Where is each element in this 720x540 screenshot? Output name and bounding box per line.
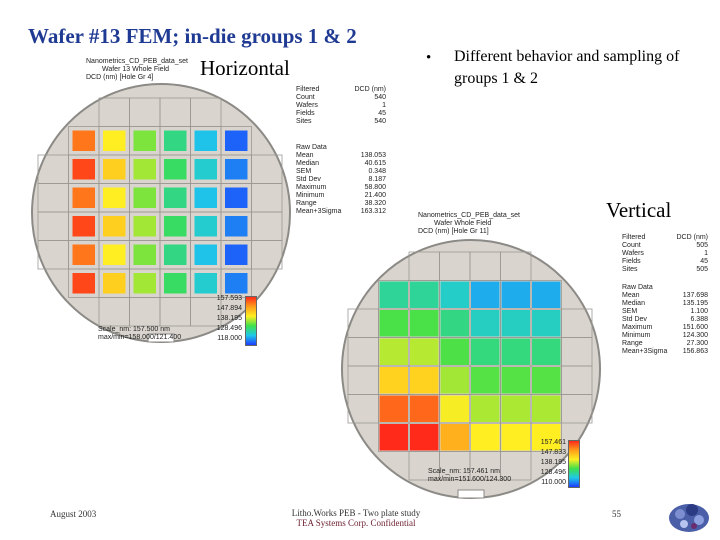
left-scale-footer-1: Scale_nm: 157.500 nm [98, 326, 170, 333]
left-stat-label: Wafers [296, 102, 318, 109]
wafer-site [380, 310, 409, 337]
right-stat2-value: 6.388 [690, 316, 708, 323]
scale-tick-label: 128.496 [216, 325, 242, 332]
right-stat2-value: 27.300 [686, 340, 708, 347]
wafer-site [225, 159, 248, 180]
right-header-line-3: DCD (nm) [Hole Gr 11] [418, 228, 489, 235]
right-stat2-row [622, 316, 708, 324]
bullet-marker: • [426, 50, 432, 66]
right-stat2-value: 1.100 [690, 308, 708, 315]
wafer-site [73, 273, 96, 294]
left-stat2-row [296, 208, 386, 216]
wafer-site [164, 216, 187, 237]
left-stats-head-unit: DCD (nm) [354, 86, 386, 93]
scale-tick-label: 118.000 [217, 335, 242, 342]
right-scale-footer-2: max/min=151.600/124.300 [428, 476, 512, 483]
left-stat-value: 1 [382, 102, 386, 109]
left-wafer-header [86, 58, 188, 82]
right-stat-label: Wafers [622, 250, 644, 257]
wafer-site [225, 131, 248, 152]
wafer-site [164, 188, 187, 209]
wafer-site [532, 396, 561, 423]
left-stat2-label: Mean+3Sigma [296, 208, 342, 215]
right-stats-head-unit: DCD (nm) [676, 234, 708, 241]
left-scale-footer [98, 326, 181, 342]
left-stat2-value: 0.348 [368, 168, 386, 175]
wafer-site [380, 396, 409, 423]
wafer-site [134, 216, 157, 237]
wafer-site [164, 159, 187, 180]
wafer-site [73, 159, 96, 180]
right-scale-footer-1: Scale_nm: 157.461 nm [428, 468, 500, 475]
right-stat-row [622, 242, 708, 250]
right-stat2-row [622, 340, 708, 348]
crystal-logo-icon [666, 496, 712, 536]
right-stat-row [622, 250, 708, 258]
wafer-site [410, 396, 439, 423]
wafer-site [410, 282, 439, 309]
right-stat-value: 505 [696, 266, 708, 273]
left-stat2-label: Range [296, 200, 317, 207]
left-wafer-grid [38, 98, 282, 326]
wafer-site [225, 245, 248, 266]
scale-tick-label: 138.195 [540, 459, 566, 466]
left-scale-footer-2: max/min=158.000/121.400 [98, 334, 182, 341]
scale-tick-label: 128.496 [540, 469, 566, 476]
right-stat2-row [622, 308, 708, 316]
wafer-site [103, 188, 126, 209]
wafer-site [502, 282, 531, 309]
wafer-site [164, 245, 187, 266]
left-stat-row [296, 94, 386, 102]
wafer-site [502, 367, 531, 394]
right-stats-head [622, 234, 708, 242]
left-color-scale [245, 296, 257, 346]
left-stat2-row [296, 200, 386, 208]
right-stat2-value: 124.300 [682, 332, 708, 339]
footer-date: August 2003 [50, 509, 97, 519]
right-stat-value: 1 [704, 250, 708, 257]
left-stat-label: Count [296, 94, 315, 101]
left-stat2-value: 40.615 [364, 160, 386, 167]
right-header-line-2: Wafer Whole Field [434, 220, 492, 227]
wafer-site [532, 282, 561, 309]
wafer-site [380, 367, 409, 394]
right-stat-label: Count [622, 242, 641, 249]
wafer-site [471, 367, 500, 394]
right-stat-value: 45 [700, 258, 708, 265]
wafer-site [103, 273, 126, 294]
left-stat2-row [296, 168, 386, 176]
wafer-site [380, 282, 409, 309]
right-stat2-row [622, 300, 708, 308]
left-stat-row [296, 102, 386, 110]
footer-center-line-2: TEA Systems Corp. Confidential [296, 518, 416, 528]
wafer-site [225, 273, 248, 294]
wafer-site [410, 424, 439, 451]
left-stat-row [296, 110, 386, 118]
right-stat2-row [622, 292, 708, 300]
wafer-site [195, 188, 218, 209]
right-header-line-1: Nanometrics_CD_PEB_data_set [418, 212, 520, 219]
right-stats2-head: Raw Data [622, 284, 653, 291]
wafer-site [103, 131, 126, 152]
wafer-site [441, 282, 470, 309]
right-color-scale [568, 440, 580, 488]
scale-tick-label: 138.195 [216, 315, 242, 322]
wafer-site [532, 339, 561, 366]
left-stat-label: Sites [296, 118, 312, 125]
footer-center [276, 508, 436, 528]
left-stat2-label: Mean [296, 152, 314, 159]
left-header-line-3: DCD (nm) [Hole Gr 4] [86, 74, 154, 81]
right-stat2-value: 151.600 [682, 324, 708, 331]
footer-center-line-1: Litho.Works PEB - Two plate study [291, 508, 421, 518]
right-stat-row [622, 258, 708, 266]
wafer-site [532, 367, 561, 394]
wafer-site [164, 131, 187, 152]
wafer-site [502, 396, 531, 423]
left-stat2-label: Maximum [296, 184, 327, 191]
left-stat-value: 540 [374, 118, 386, 125]
wafer-site [73, 188, 96, 209]
left-stat2-value: 163.312 [360, 208, 386, 215]
wafer-site [471, 339, 500, 366]
wafer-site [73, 216, 96, 237]
wafer-site [441, 396, 470, 423]
wafer-site [134, 188, 157, 209]
left-stats-head-label: Filtered [296, 86, 320, 93]
right-stat2-value: 135.195 [682, 300, 708, 307]
wafer-site [164, 273, 187, 294]
left-stat2-row [296, 184, 386, 192]
left-stat2-row [296, 176, 386, 184]
right-stat2-label: Minimum [622, 332, 651, 339]
wafer-site [441, 339, 470, 366]
right-stat2-label: Maximum [622, 324, 653, 331]
vertical-label: Vertical [606, 198, 672, 222]
right-stats-panel [622, 234, 708, 356]
wafer-site [380, 424, 409, 451]
wafer-site [502, 424, 531, 451]
left-stat-value: 540 [374, 94, 386, 101]
wafer-site [225, 216, 248, 237]
left-header-line-2: Wafer 13 Whole Field [102, 66, 170, 73]
wafer-site [410, 339, 439, 366]
left-stat-value: 45 [378, 110, 386, 117]
right-stat2-label: SEM [622, 308, 638, 315]
right-stat2-label: Median [622, 300, 645, 307]
horizontal-label: Horizontal [200, 56, 290, 80]
wafer-site [225, 188, 248, 209]
scale-tick-label: 110.000 [541, 479, 566, 486]
left-header-line-1: Nanometrics_CD_PEB_data_set [86, 58, 188, 65]
wafer-site [134, 273, 157, 294]
left-stat-row [296, 118, 386, 126]
left-stats-head [296, 86, 386, 94]
right-stat2-label: Mean [622, 292, 640, 299]
wafer-site [73, 245, 96, 266]
wafer-site [441, 424, 470, 451]
scale-tick-label: 147.894 [216, 305, 242, 312]
left-stat2-value: 138.053 [360, 152, 386, 159]
right-stat2-row [622, 332, 708, 340]
left-stat2-row [296, 160, 386, 168]
wafer-site [471, 424, 500, 451]
right-stat2-row [622, 324, 708, 332]
wafer-site [195, 273, 218, 294]
wafer-site [195, 131, 218, 152]
right-stat-label: Fields [622, 258, 641, 265]
right-stat-label: Sites [622, 266, 638, 273]
left-stats2-head: Raw Data [296, 144, 327, 151]
wafer-site [502, 310, 531, 337]
wafer-site [195, 245, 218, 266]
right-stat2-label: Range [622, 340, 643, 347]
left-stats-panel [296, 86, 386, 216]
left-stat2-label: Median [296, 160, 319, 167]
right-stat2-label: Std Dev [622, 316, 647, 323]
left-stat2-label: SEM [296, 168, 312, 175]
scale-tick-label: 157.461 [540, 439, 566, 446]
wafer-site [73, 131, 96, 152]
right-stats-head-label: Filtered [622, 234, 646, 241]
scale-tick-label: 157.593 [216, 295, 242, 302]
wafer-site [502, 339, 531, 366]
wafer-site [441, 310, 470, 337]
wafer-site [195, 159, 218, 180]
wafer-site [380, 339, 409, 366]
right-stat2-value: 137.698 [682, 292, 708, 299]
left-stat-label: Fields [296, 110, 315, 117]
wafer-site [471, 396, 500, 423]
right-stat2-row [622, 348, 708, 356]
wafer-site [103, 216, 126, 237]
bullet-text: Different behavior and sampling of groups 1 & 2 [454, 48, 680, 87]
wafer-site [441, 367, 470, 394]
wafer-site [532, 310, 561, 337]
right-stat2-value: 156.863 [682, 348, 708, 355]
wafer-site [134, 245, 157, 266]
wafer-site [103, 245, 126, 266]
left-stat2-label: Std Dev [296, 176, 321, 183]
left-stat2-value: 58.800 [364, 184, 386, 191]
left-stat2-label: Minimum [296, 192, 325, 199]
left-stat2-value: 38.320 [364, 200, 386, 207]
wafer-site [134, 131, 157, 152]
right-scale-footer [428, 468, 511, 484]
left-stat2-row [296, 192, 386, 200]
wafer-site [410, 367, 439, 394]
page-number: 55 [612, 509, 621, 519]
left-stat2-value: 21.400 [364, 192, 386, 199]
left-stat2-row [296, 152, 386, 160]
wafer-site [410, 310, 439, 337]
left-stat2-value: 8.187 [368, 176, 386, 183]
right-stat-row [622, 266, 708, 274]
right-stat2-label: Mean+3Sigma [622, 348, 668, 355]
scale-tick-label: 147.833 [540, 449, 566, 456]
slide-title: Wafer #13 FEM; in-die groups 1 & 2 [28, 24, 357, 48]
right-stat-value: 505 [696, 242, 708, 249]
wafer-site [134, 159, 157, 180]
wafer-site [195, 216, 218, 237]
wafer-site [103, 159, 126, 180]
right-wafer-header [418, 212, 520, 236]
wafer-site [471, 282, 500, 309]
wafer-site [471, 310, 500, 337]
right-wafer-notch [458, 490, 484, 498]
